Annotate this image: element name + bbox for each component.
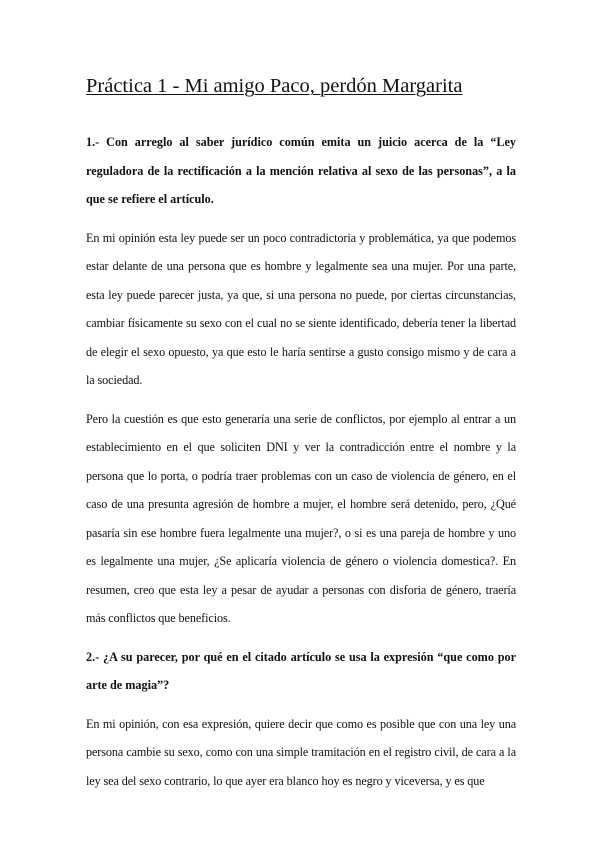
question-1: 1.- Con arreglo al saber jurídico común emita un juicio acerca de la “Ley reguladora de la rectificación a la mención relativa al sexo de las personas”, a la que se refiere el artículo. [86,135,516,206]
answer-1-paragraph-1: En mi opinión esta ley puede ser un poco contradictoria y problemática, ya que podemos estar delante de una persona que es hombre y legalmente sea una mujer. Por una parte, esta ley puede parecer justa, ya que, si una persona no puede, por ciertas circunstancias, cambiar físicamente su sexo con el cual no se siente identificado, debería tener la libertad de elegir el sexo opuesto, ya que esto le haría sentirse a gusto consigo mismo y de cara a la sociedad. [86,230,516,387]
answer-2-paragraph-1: En mi opinión, con esa expresión, quiere decir que como es posible que con una ley una persona cambie su sexo, como con una simple tramitación en el registro civil, de cara a la ley sea del sexo contrario, lo que ayer era blanco hoy es negro y viceversa, y es que [86,716,516,788]
answer-1-paragraph-2: Pero la cuestión es que esto generaría una serie de conflictos, por ejemplo al entrar a un establecimiento en el que soliciten DNI y ver la contradicción entre el nombre y la persona que lo porta, o podría traer problemas con un caso de violencia de género, en el caso de una presunta agresión de hombre a mujer, el hombre será detenido, pero, ¿Qué pasaría sin ese hombre fuera legalmente una mujer?, o si es una pareja de hombre y uno es legalmente una mujer, ¿Se aplicaría violencia de género o violencia domestica?. En resumen, creo que esta ley a pesar de ayudar a personas con disforia de género, traería más conflictos que beneficios. [86,411,516,625]
document-body [86,128,516,805]
document-title: Práctica 1 - Mi amigo Paco, perdón Margarita [86,75,463,97]
question-2: 2.- ¿A su parecer, por qué en el citado artículo se usa la expresión “que como por arte de magia”? [86,649,516,692]
